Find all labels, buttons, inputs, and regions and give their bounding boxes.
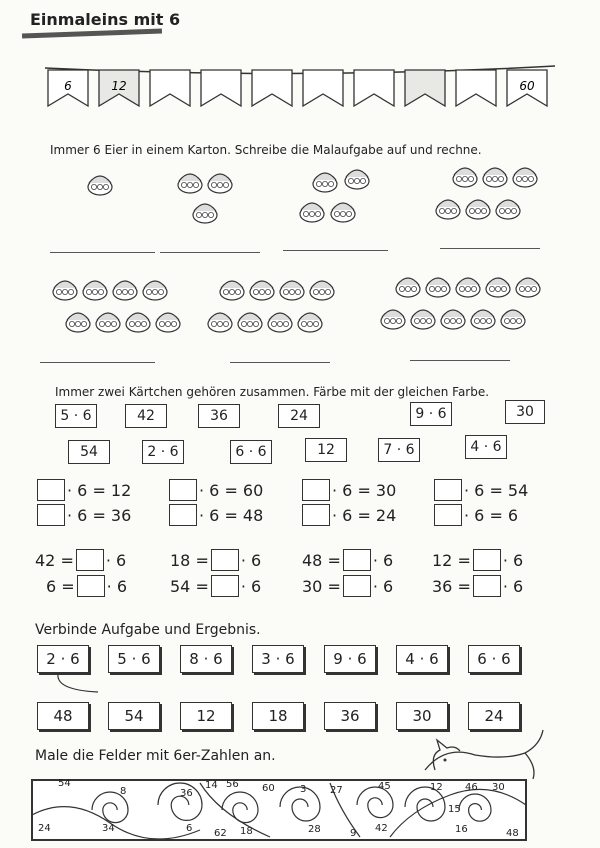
title-underline: [22, 29, 162, 39]
egg-carton-icon: [496, 200, 520, 219]
answer-box[interactable]: [169, 504, 197, 526]
task-tile[interactable]: 2 · 6: [37, 645, 89, 673]
field-number[interactable]: 62: [214, 828, 227, 839]
equation: · 6 = 36: [35, 503, 131, 527]
egg-carton-icon: [193, 204, 217, 223]
egg-carton-icon: [466, 200, 490, 219]
task-tile[interactable]: 6 · 6: [468, 645, 520, 673]
field-number[interactable]: 6: [186, 823, 193, 834]
egg-carton-icon: [411, 310, 435, 329]
egg-carton-icon: [126, 313, 150, 332]
flag[interactable]: [456, 70, 496, 106]
field-number[interactable]: 14: [205, 780, 218, 791]
result-tile[interactable]: 48: [37, 702, 89, 730]
egg-carton-icon: [501, 310, 525, 329]
egg-carton-icon: [208, 313, 232, 332]
equation: · 6 = 60: [167, 478, 263, 502]
field-number[interactable]: 24: [38, 823, 51, 834]
task-tile[interactable]: 5 · 6: [108, 645, 160, 673]
equation: · 6 = 24: [300, 503, 396, 527]
pair-card[interactable]: 30: [505, 400, 545, 424]
field-number[interactable]: 42: [375, 823, 388, 834]
egg-carton-icon: [396, 278, 420, 297]
pair-card[interactable]: 6 · 6: [230, 440, 272, 464]
egg-carton-icon: [280, 281, 304, 300]
field-number[interactable]: 3: [300, 784, 307, 795]
task-tile[interactable]: 4 · 6: [396, 645, 448, 673]
field-number[interactable]: 45: [378, 781, 391, 792]
equation: 54 = · 6: [170, 576, 262, 596]
flag-bunting: [40, 58, 565, 118]
answer-line[interactable]: [283, 250, 388, 251]
result-tile[interactable]: 24: [468, 702, 520, 730]
answer-box[interactable]: [76, 549, 104, 571]
instruction-color-fields: Male die Felder mit 6er-Zahlen an.: [35, 748, 276, 764]
field-number[interactable]: 46: [465, 782, 478, 793]
flag[interactable]: [354, 70, 394, 106]
answer-box[interactable]: [302, 504, 330, 526]
flag[interactable]: [201, 70, 241, 106]
equation: · 6 = 6: [432, 503, 518, 527]
answer-box[interactable]: [37, 479, 65, 501]
equation: 30 = · 6: [302, 576, 394, 596]
instruction-connect: Verbinde Aufgabe und Ergebnis.: [35, 622, 261, 638]
egg-carton-icon: [345, 170, 369, 189]
pair-card[interactable]: 4 · 6: [465, 435, 507, 459]
field-number[interactable]: 9: [350, 828, 357, 839]
flag[interactable]: [303, 70, 343, 106]
result-tile[interactable]: 12: [180, 702, 232, 730]
answer-line[interactable]: [160, 252, 260, 253]
answer-box[interactable]: [343, 549, 371, 571]
egg-carton-icon: [143, 281, 167, 300]
flag-number: 6: [64, 79, 72, 93]
flag[interactable]: [150, 70, 190, 106]
field-number[interactable]: 56: [226, 779, 239, 790]
answer-box[interactable]: [473, 549, 501, 571]
field-number[interactable]: 34: [102, 823, 115, 834]
egg-carton-icon: [66, 313, 90, 332]
instruction-egg-cartons: Immer 6 Eier in einem Karton. Schreibe die Malaufgabe auf und rechne.: [50, 143, 482, 157]
answer-box[interactable]: [77, 575, 105, 597]
pair-card[interactable]: 12: [305, 438, 347, 462]
page-title: Einmaleins mit 6: [30, 10, 181, 29]
result-tile[interactable]: 54: [108, 702, 160, 730]
result-tile[interactable]: 30: [396, 702, 448, 730]
answer-box[interactable]: [473, 575, 501, 597]
egg-carton-icon: [178, 174, 202, 193]
answer-box[interactable]: [434, 479, 462, 501]
egg-carton-icon: [471, 310, 495, 329]
answer-line[interactable]: [440, 248, 540, 249]
egg-carton-icon: [313, 173, 337, 192]
equation: · 6 = 48: [167, 503, 263, 527]
egg-carton-icon: [453, 168, 477, 187]
egg-carton-icon: [83, 281, 107, 300]
field-number[interactable]: 8: [120, 786, 127, 797]
egg-carton-icon: [381, 310, 405, 329]
answer-box[interactable]: [434, 504, 462, 526]
task-tile[interactable]: 3 · 6: [252, 645, 304, 673]
field-number[interactable]: 54: [58, 778, 71, 789]
answer-box[interactable]: [169, 479, 197, 501]
pair-card[interactable]: 5 · 6: [55, 404, 97, 428]
pair-card[interactable]: 7 · 6: [378, 438, 420, 462]
answer-line[interactable]: [50, 252, 155, 253]
egg-carton-groups: [0, 155, 600, 375]
egg-carton-icon: [53, 281, 77, 300]
field-number[interactable]: 15: [448, 804, 461, 815]
equation: · 6 = 54: [432, 478, 528, 502]
pair-card[interactable]: 24: [278, 404, 320, 428]
egg-carton-icon: [156, 313, 180, 332]
instruction-pair-cards: Immer zwei Kärtchen gehören zusammen. Färbe mit der gleichen Farbe.: [55, 385, 490, 399]
equation: 12 = · 6: [432, 550, 524, 570]
pair-card[interactable]: 2 · 6: [142, 440, 184, 464]
field-number[interactable]: 60: [262, 783, 275, 794]
egg-carton-icon: [268, 313, 292, 332]
equation: · 6 = 30: [300, 478, 396, 502]
egg-carton-icon: [310, 281, 334, 300]
egg-carton-icon: [456, 278, 480, 297]
egg-carton-icon: [331, 203, 355, 222]
equation: · 6 = 12: [35, 478, 131, 502]
egg-carton-icon: [516, 278, 540, 297]
pair-card[interactable]: 42: [125, 404, 167, 428]
connect-line: [50, 672, 110, 696]
task-tile[interactable]: 9 · 6: [324, 645, 376, 673]
flag[interactable]: [405, 70, 445, 106]
egg-carton-icon: [441, 310, 465, 329]
answer-box[interactable]: [211, 575, 239, 597]
field-number[interactable]: 12: [430, 782, 443, 793]
pair-card[interactable]: 54: [68, 440, 110, 464]
field-number[interactable]: 36: [180, 788, 193, 799]
egg-carton-icon: [96, 313, 120, 332]
field-number[interactable]: 27: [330, 785, 343, 796]
flag-number: 12: [111, 79, 127, 93]
pair-card[interactable]: 36: [198, 404, 240, 428]
task-tile[interactable]: 8 · 6: [180, 645, 232, 673]
egg-carton-icon: [483, 168, 507, 187]
equation: 48 = · 6: [302, 550, 394, 570]
egg-carton-icon: [486, 278, 510, 297]
egg-carton-icon: [88, 176, 112, 195]
result-tile[interactable]: 18: [252, 702, 304, 730]
equation: 36 = · 6: [432, 576, 524, 596]
pair-card[interactable]: 9 · 6: [410, 402, 452, 426]
answer-box[interactable]: [37, 504, 65, 526]
egg-carton-icon: [513, 168, 537, 187]
flag-number: 60: [519, 79, 535, 93]
egg-carton-icon: [220, 281, 244, 300]
answer-line[interactable]: [40, 362, 155, 363]
egg-carton-icon: [250, 281, 274, 300]
answer-line[interactable]: [410, 360, 510, 361]
egg-carton-icon: [436, 200, 460, 219]
field-number[interactable]: 18: [240, 826, 253, 837]
egg-carton-icon: [300, 203, 324, 222]
field-number[interactable]: 28: [308, 824, 321, 835]
answer-box[interactable]: [302, 479, 330, 501]
answer-box[interactable]: [211, 549, 239, 571]
answer-box[interactable]: [343, 575, 371, 597]
egg-carton-icon: [298, 313, 322, 332]
result-tile[interactable]: 36: [324, 702, 376, 730]
egg-carton-icon: [208, 174, 232, 193]
equation: 6 = · 6: [46, 576, 128, 596]
egg-carton-icon: [113, 281, 137, 300]
flag[interactable]: [252, 70, 292, 106]
field-number[interactable]: 30: [492, 782, 505, 793]
equation: 42 = · 6: [35, 550, 127, 570]
egg-carton-icon: [426, 278, 450, 297]
equation: 18 = · 6: [170, 550, 262, 570]
field-number[interactable]: 16: [455, 824, 468, 835]
egg-carton-icon: [238, 313, 262, 332]
field-number[interactable]: 48: [506, 828, 519, 839]
answer-line[interactable]: [230, 362, 330, 363]
